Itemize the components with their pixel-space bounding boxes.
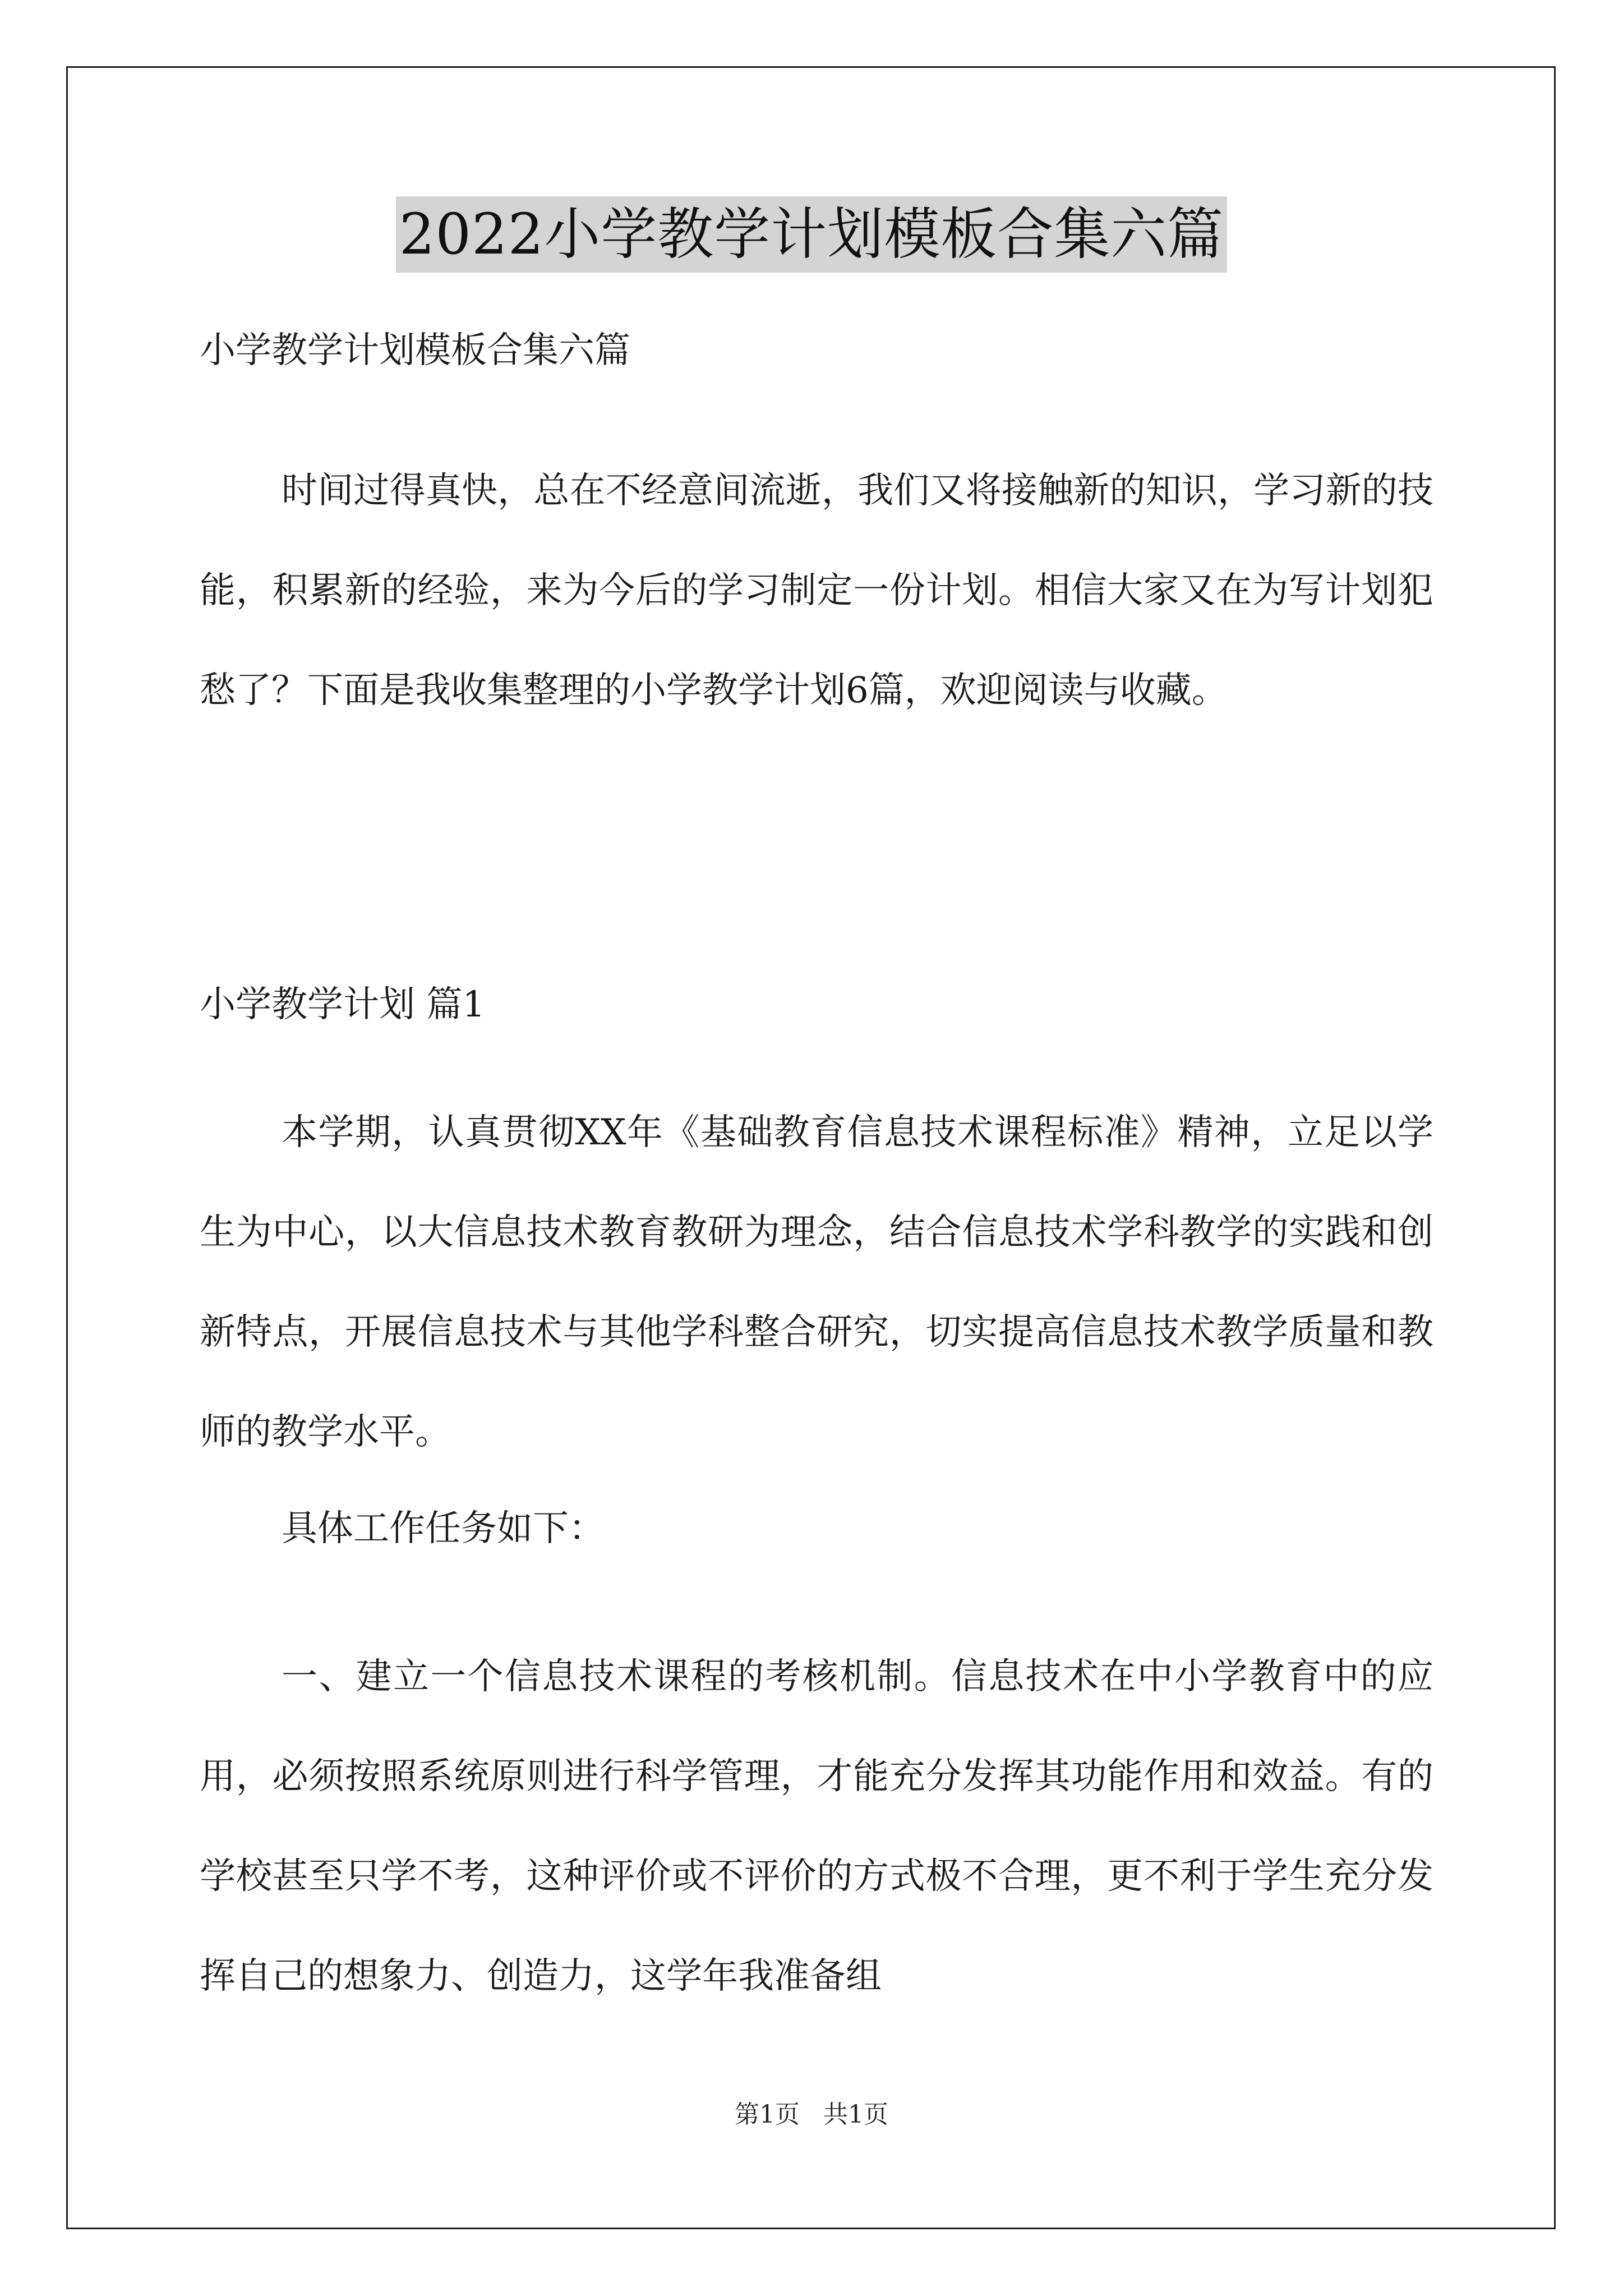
intro-paragraph-wrap — [200, 441, 1433, 740]
section-paragraph-2: 具体工作任务如下： — [282, 1508, 605, 1549]
section-paragraph-1: 本学期，认真贯彻XX年《基础教育信息技术课程标准》精神，立足以学生为中心，以大信息技术教育教研为理念，结合信息技术学科教学的实践和创新特点，开展信息技术与其他学科整合研究，切实提高信息技术教学质量和教师的教学水平。 — [200, 1112, 1433, 1453]
title-container — [0, 196, 1623, 273]
page-footer — [0, 2098, 1623, 2132]
section-paragraph-3: 一、建立一个信息技术课程的考核机制。信息技术在中小学教育中的应用，必须按照系统原则进行科学管理，才能充分发挥其功能作用和效益。有的学校甚至只学不考，这种评价或不评价的方式极不合理，更不利于学生充分发挥自己的想象力、创造力，这学年我准备组 — [200, 1656, 1433, 1997]
page-number-current: 第1页 — [735, 2100, 800, 2129]
document-subtitle: 小学教学计划模板合集六篇 — [200, 330, 630, 371]
section-paragraph-2-wrap — [200, 1479, 1433, 1579]
page-number-total: 共1页 — [823, 2100, 888, 2129]
section-paragraph-3-wrap — [200, 1627, 1433, 2026]
section-paragraph-1-wrap — [200, 1083, 1433, 1482]
intro-paragraph: 时间过得真快，总在不经意间流逝，我们又将接触新的知识，学习新的技能，积累新的经验，来为今后的学习制定一份计划。相信大家又在为写计划犯愁了？下面是我收集整理的小学教学计划6篇，欢迎阅读与收藏。 — [200, 470, 1433, 711]
document-title: 2022小学教学计划模板合集六篇 — [396, 196, 1228, 273]
section-heading: 小学教学计划 篇1 — [200, 984, 486, 1025]
